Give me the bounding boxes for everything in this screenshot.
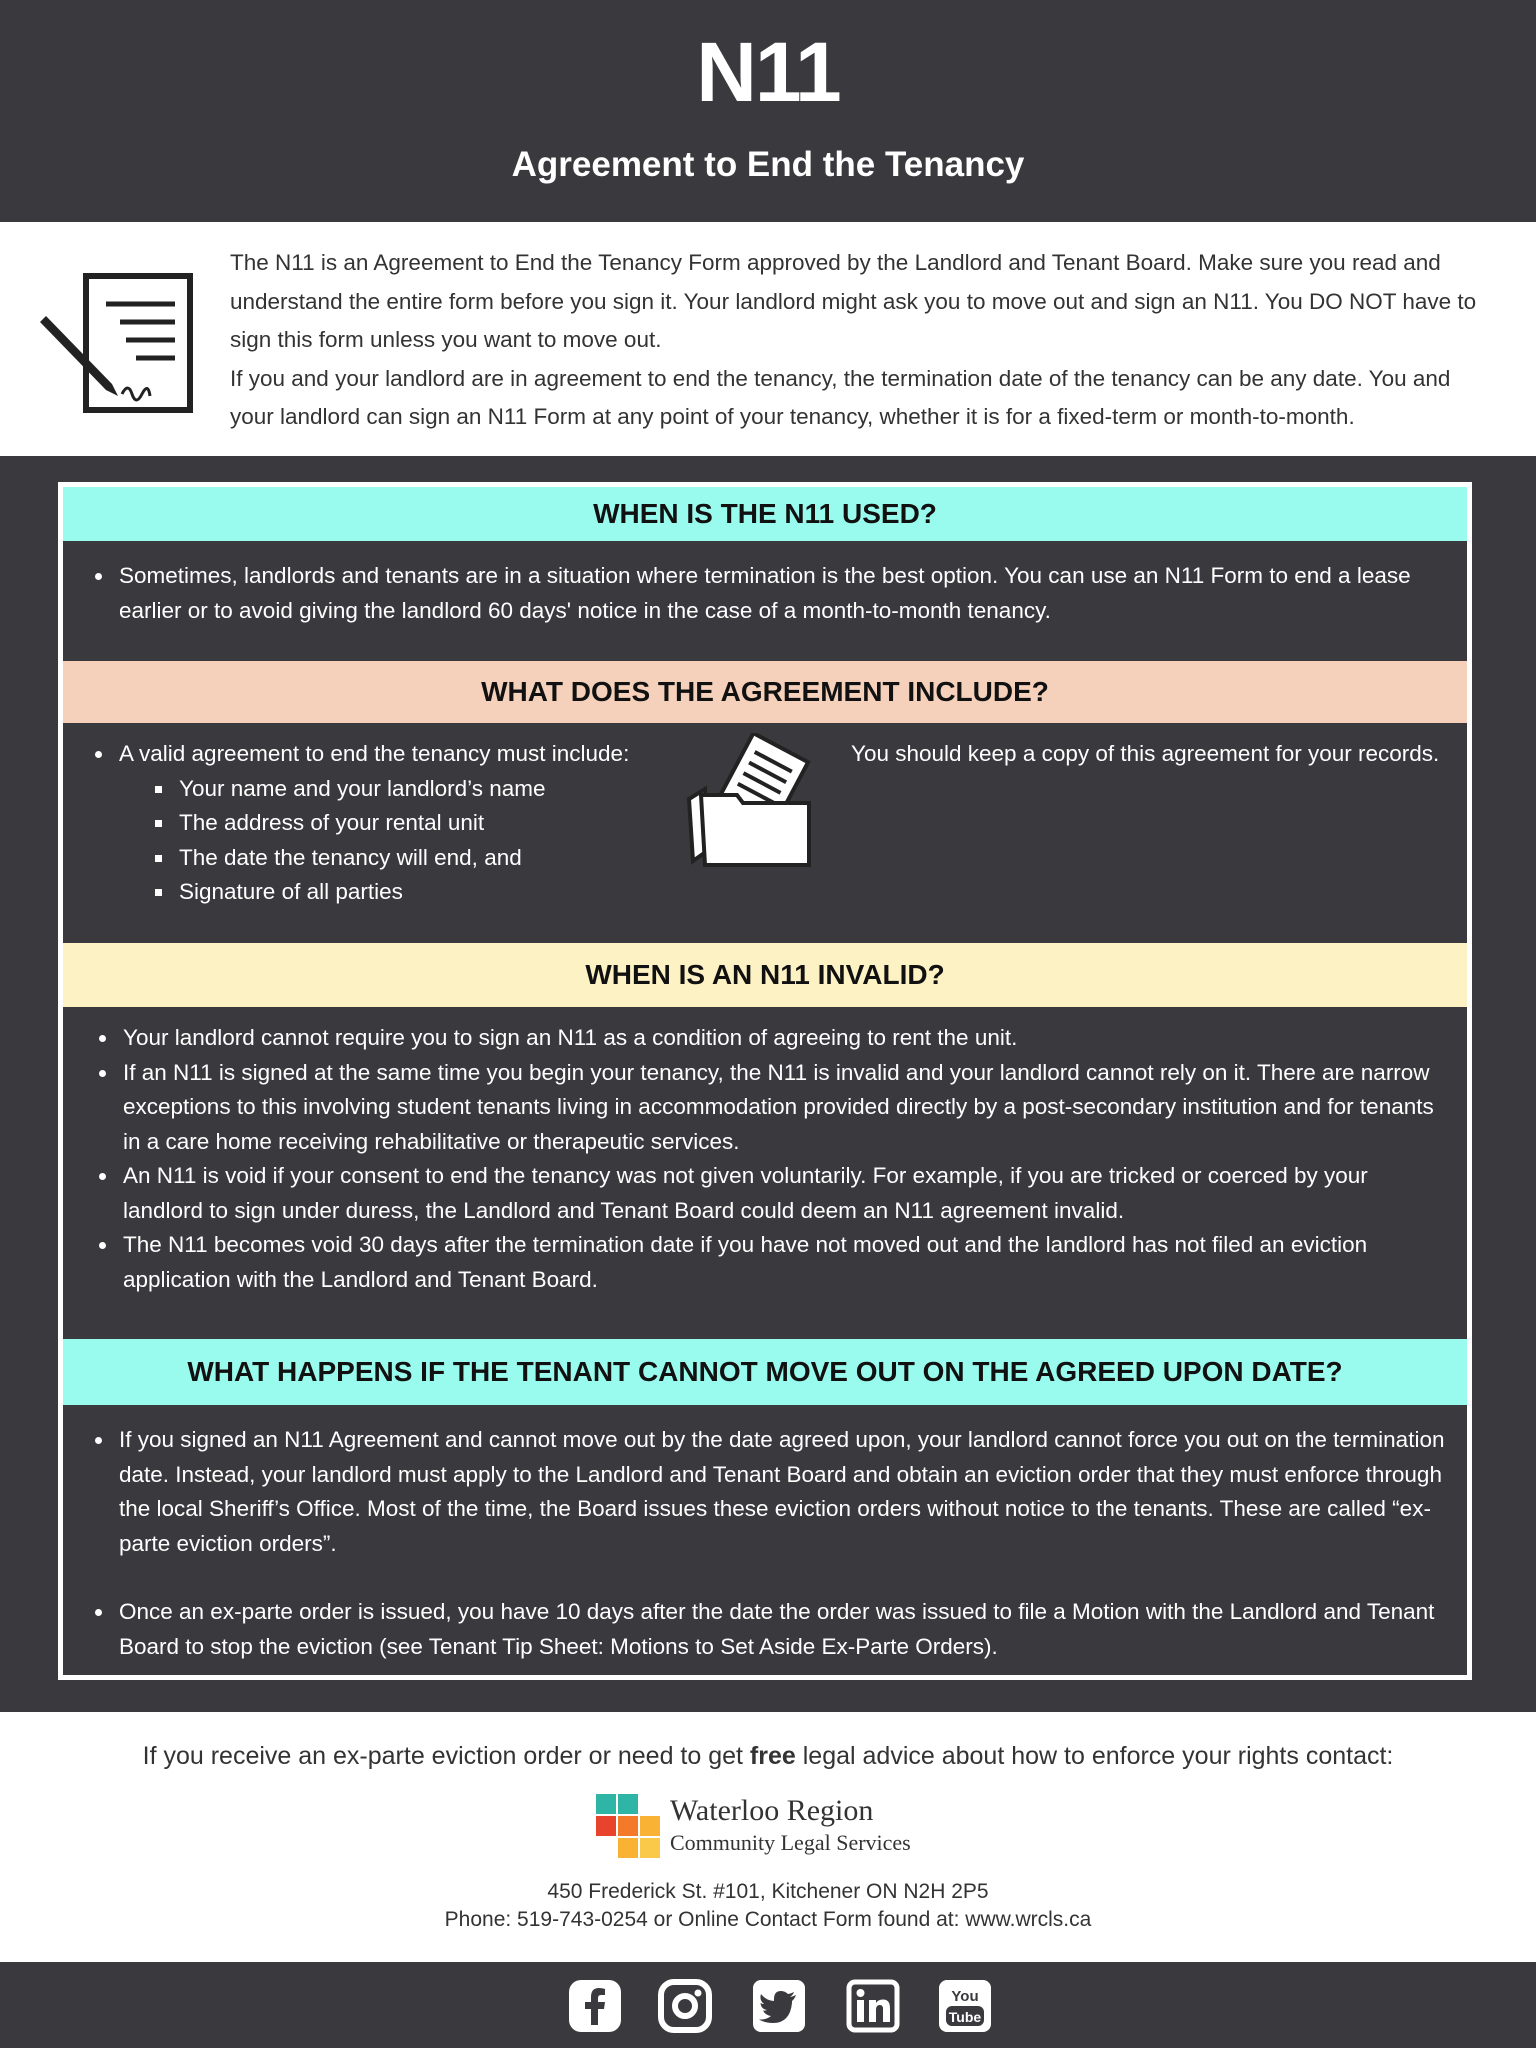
sub-list-item: ▪ The date the tenancy will end, and	[175, 841, 675, 876]
contact-line: If you receive an ex-parte eviction order or need to get free legal advice about how to enforce your rights contact:	[142, 1742, 1394, 1770]
section-body-invalid	[63, 1007, 1467, 1339]
list-item: • The N11 becomes void 30 days after the termination date if you have not moved out and the landlord has not filed an eviction application with the Landlord and Tenant Board.	[119, 1228, 1439, 1297]
sub-list-item: ▪ Your name and your landlord’s name	[175, 772, 675, 807]
section-heading-invalid: WHEN IS AN N11 INVALID?	[63, 943, 1467, 1007]
intro-section	[0, 222, 1536, 456]
keep-copy-note: You should keep a copy of this agreement for your records.	[851, 741, 1440, 766]
facebook-icon[interactable]	[568, 1979, 622, 2033]
section-body-when-used	[63, 541, 1467, 661]
org-name: Waterloo Region	[670, 1794, 874, 1827]
svg-text:You: You	[951, 1988, 979, 2005]
section-body-agreement-include	[63, 723, 1467, 943]
address-block	[0, 1878, 1536, 1934]
phone-line: Phone: 519-743-0254 or Online Contact Form found at: www.wrcls.ca	[444, 1908, 1092, 1931]
section-heading-when-used: WHEN IS THE N11 USED?	[63, 487, 1467, 541]
list-item: • An N11 is void if your consent to end the tenancy was not given voluntarily. For example, if you are tricked or coerced by your landlord to sign under duress, the Landlord and Tenant Board could deem an N11 agreement invalid.	[119, 1159, 1439, 1228]
intro-text	[230, 244, 1490, 437]
list-item: • Once an ex-parte order is issued, you have 10 days after the date the order was issued to file a Motion with the Landlord and Tenant Board to stop the eviction (see Tenant Tip Sheet: Motions to Set Aside Ex-Parte Orders).	[115, 1595, 1455, 1664]
intro-paragraph: The N11 is an Agreement to End the Tenancy Form approved by the Landlord and Tenant Board. Make sure you read and understand the entire form before you sign it. Your landlord might ask you to move out and sign an N11. You DO NOT have to sign this form unless you want to move out.	[230, 250, 1477, 352]
organization-logo	[596, 1794, 976, 1860]
logo-mark-icon	[596, 1794, 660, 1858]
section-heading-cannot-move: WHAT HAPPENS IF THE TENANT CANNOT MOVE OUT ON THE AGREED UPON DATE?	[63, 1339, 1467, 1405]
youtube-icon[interactable]	[938, 1979, 992, 2033]
content-panel	[58, 482, 1472, 1680]
section-body-cannot-move	[63, 1405, 1467, 1675]
page-title: Agreement to End the Tenancy	[511, 145, 1025, 184]
list-item: • Sometimes, landlords and tenants are in a situation where termination is the best option. You can use an N11 Form to end a lease earlier or to avoid giving the landlord 60 days' notice in the case of a month-to-month tenancy.	[115, 559, 1467, 628]
header	[0, 0, 1536, 222]
list-item: • A valid agreement to end the tenancy must include: ▪ Your name and your landlord’s name ▪ The address of your rental unit ▪ The date the tenancy will end, and ▪ Signature of all parties	[115, 737, 675, 910]
footer	[0, 1712, 1536, 1962]
org-subtitle: Community Legal Services	[670, 1830, 911, 1855]
section-heading-agreement-include: WHAT DOES THE AGREEMENT INCLUDE?	[63, 661, 1467, 723]
sub-list-item: ▪ Signature of all parties	[175, 875, 675, 910]
instagram-icon[interactable]	[658, 1979, 712, 2033]
list-item: • If you signed an N11 Agreement and cannot move out by the date agreed upon, your landlord cannot force you out on the termination date. Instead, your landlord must apply to the Landlord and Tenant Board and obtain an eviction order that they must enforce through the local Sheriff’s Office. Most of the time, the Board issues these eviction orders without notice to the tenants. These are called “ex-parte eviction orders”.	[115, 1423, 1455, 1561]
twitter-icon[interactable]	[752, 1979, 806, 2033]
sub-list-item: ▪ The address of your rental unit	[175, 806, 675, 841]
list-item: • Your landlord cannot require you to sign an N11 as a condition of agreeing to rent the unit.	[119, 1021, 1439, 1056]
document-signature-icon	[40, 264, 200, 424]
address-line: 450 Frederick St. #101, Kitchener ON N2H 2P5	[547, 1880, 989, 1903]
folder-documents-icon	[681, 733, 821, 873]
social-bar	[0, 1962, 1536, 2048]
form-code: N11	[696, 25, 840, 119]
list-item: • If an N11 is signed at the same time you begin your tenancy, the N11 is invalid and your landlord cannot rely on it. There are narrow exceptions to this involving student tenants living in accommodation provided directly by a post-secondary institution and for tenants in a care home receiving rehabilitative or therapeutic services.	[119, 1056, 1439, 1160]
svg-text:Tube: Tube	[948, 2009, 982, 2025]
linkedin-icon[interactable]	[846, 1979, 900, 2033]
intro-paragraph: If you and your landlord are in agreement to end the tenancy, the termination date of the tenancy can be any date. You and your landlord can sign an N11 Form at any point of your tenancy, whether it is for a fixed-term or month-to-month.	[230, 365, 1451, 429]
